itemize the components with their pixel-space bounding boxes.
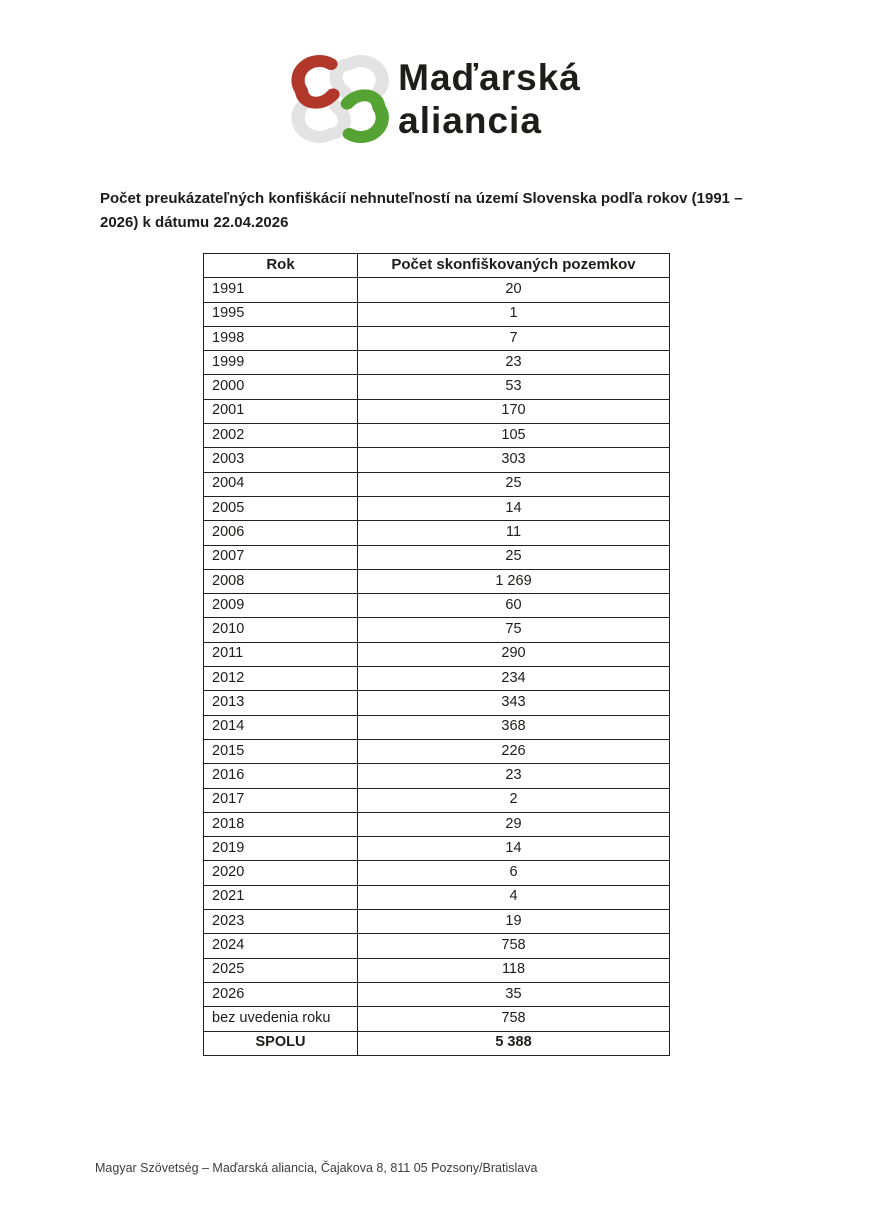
- count-cell: 758: [358, 934, 670, 958]
- year-cell: 1995: [204, 302, 358, 326]
- table-row: [204, 910, 670, 934]
- count-cell: 234: [358, 667, 670, 691]
- table-row: [204, 837, 670, 861]
- count-cell: 2: [358, 788, 670, 812]
- table-row: [204, 764, 670, 788]
- year-cell: 2012: [204, 667, 358, 691]
- year-cell: SPOLU: [204, 1031, 358, 1055]
- table-row: [204, 424, 670, 448]
- year-cell: 2006: [204, 521, 358, 545]
- table-row: [204, 278, 670, 302]
- year-cell: 2025: [204, 958, 358, 982]
- year-cell: 2003: [204, 448, 358, 472]
- count-cell: 7: [358, 326, 670, 350]
- table-row: [204, 642, 670, 666]
- table-row: [204, 351, 670, 375]
- year-cell: 2013: [204, 691, 358, 715]
- table-row: [204, 885, 670, 909]
- table-row: [204, 375, 670, 399]
- year-cell: 2001: [204, 399, 358, 423]
- table-row: [204, 1031, 670, 1055]
- count-cell: 343: [358, 691, 670, 715]
- table-row: [204, 399, 670, 423]
- year-cell: 2015: [204, 739, 358, 763]
- table-row: [204, 861, 670, 885]
- table-row: [204, 448, 670, 472]
- year-cell: 2000: [204, 375, 358, 399]
- count-cell: 20: [358, 278, 670, 302]
- count-cell: 19: [358, 910, 670, 934]
- count-cell: 303: [358, 448, 670, 472]
- count-cell: 118: [358, 958, 670, 982]
- count-cell: 758: [358, 1007, 670, 1031]
- logo-wordmark: [398, 56, 581, 142]
- year-cell: 2017: [204, 788, 358, 812]
- knot-green-bottom-right: [347, 95, 382, 137]
- count-cell: 5 388: [358, 1031, 670, 1055]
- knot-red-top-left: [298, 61, 333, 103]
- year-cell: 2019: [204, 837, 358, 861]
- count-header-cell: Počet skonfiškovaných pozemkov: [358, 254, 670, 278]
- year-cell: 2002: [204, 424, 358, 448]
- count-cell: 35: [358, 982, 670, 1006]
- year-cell: 2021: [204, 885, 358, 909]
- footer-text: Magyar Szövetség – Maďarská aliancia, Čajakova 8, 811 05 Pozsony/Bratislava: [95, 1161, 538, 1175]
- confiscations-table: [203, 253, 670, 1056]
- table-row: [204, 521, 670, 545]
- table-header-row: [204, 254, 670, 278]
- table-row: [204, 545, 670, 569]
- count-cell: 368: [358, 715, 670, 739]
- year-cell: 2010: [204, 618, 358, 642]
- year-cell: 2011: [204, 642, 358, 666]
- alliance-knot-icon: [289, 53, 391, 145]
- table-row: [204, 472, 670, 496]
- year-cell: 1991: [204, 278, 358, 302]
- year-header-cell: Rok: [204, 254, 358, 278]
- table-row: [204, 715, 670, 739]
- year-cell: 1998: [204, 326, 358, 350]
- year-cell: 2007: [204, 545, 358, 569]
- count-cell: 23: [358, 764, 670, 788]
- year-cell: 2005: [204, 496, 358, 520]
- count-cell: 105: [358, 424, 670, 448]
- page-title: [100, 187, 743, 235]
- table-row: [204, 667, 670, 691]
- count-cell: 226: [358, 739, 670, 763]
- table-row: [204, 739, 670, 763]
- table-row: [204, 982, 670, 1006]
- table-row: [204, 691, 670, 715]
- table-row: [204, 934, 670, 958]
- table-row: [204, 302, 670, 326]
- count-cell: 290: [358, 642, 670, 666]
- table-row: [204, 618, 670, 642]
- table-row: [204, 326, 670, 350]
- count-cell: 14: [358, 837, 670, 861]
- table-row: [204, 812, 670, 836]
- year-cell: bez uvedenia roku: [204, 1007, 358, 1031]
- table-row: [204, 1007, 670, 1031]
- count-cell: 25: [358, 472, 670, 496]
- year-cell: 2024: [204, 934, 358, 958]
- table-row: [204, 958, 670, 982]
- count-cell: 1 269: [358, 569, 670, 593]
- count-cell: 29: [358, 812, 670, 836]
- count-cell: 60: [358, 594, 670, 618]
- count-cell: 53: [358, 375, 670, 399]
- count-cell: 25: [358, 545, 670, 569]
- page-title-line2: 2026) k dátumu 22.04.2026: [100, 214, 289, 231]
- year-cell: 2016: [204, 764, 358, 788]
- logo: [289, 53, 581, 145]
- table-row: [204, 496, 670, 520]
- table-row: [204, 594, 670, 618]
- year-cell: 2004: [204, 472, 358, 496]
- year-cell: 2018: [204, 812, 358, 836]
- year-cell: 2023: [204, 910, 358, 934]
- logo-wordmark-line1: Maďarská: [398, 57, 581, 98]
- page-title-line1: Počet preukázateľných konfiškácií nehnuteľností na území Slovenska podľa rokov (1991 –: [100, 190, 743, 207]
- count-cell: 23: [358, 351, 670, 375]
- count-cell: 14: [358, 496, 670, 520]
- table-body: [204, 278, 670, 1056]
- count-cell: 75: [358, 618, 670, 642]
- year-cell: 2008: [204, 569, 358, 593]
- logo-wordmark-line2: aliancia: [398, 100, 542, 141]
- knot-gray-top-right: [336, 61, 382, 93]
- year-cell: 1999: [204, 351, 358, 375]
- count-cell: 1: [358, 302, 670, 326]
- count-cell: 6: [358, 861, 670, 885]
- count-cell: 11: [358, 521, 670, 545]
- count-cell: 170: [358, 399, 670, 423]
- table-row: [204, 788, 670, 812]
- year-cell: 2014: [204, 715, 358, 739]
- count-cell: 4: [358, 885, 670, 909]
- table-row: [204, 569, 670, 593]
- knot-gray-bottom-left: [298, 105, 344, 137]
- year-cell: 2009: [204, 594, 358, 618]
- year-cell: 2026: [204, 982, 358, 1006]
- year-cell: 2020: [204, 861, 358, 885]
